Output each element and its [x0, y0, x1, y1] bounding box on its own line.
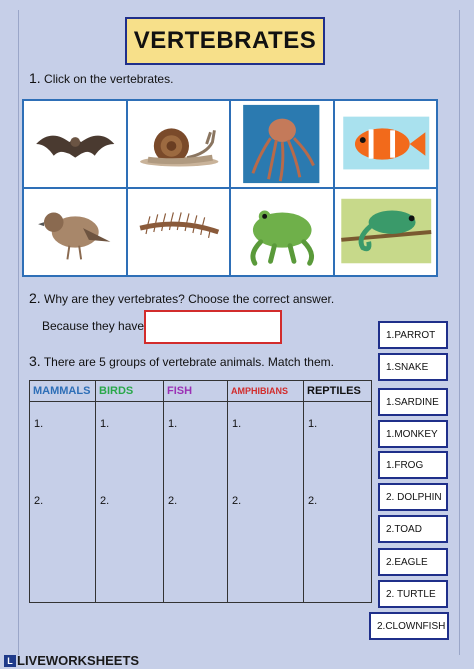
drag-chip-toad[interactable]: 2.TOAD [378, 515, 448, 543]
column-header-mammals: MAMMALS [30, 381, 95, 402]
animal-card-centipede[interactable] [127, 188, 231, 276]
question-3 [29, 353, 334, 369]
sparrow-image [24, 189, 126, 275]
drop-slot-amphibians-1[interactable]: 1. [232, 418, 242, 430]
column-header-fish: FISH [164, 381, 227, 402]
question-1 [29, 70, 173, 86]
animal-card-bat[interactable] [23, 100, 127, 188]
question-2-number: 2. [29, 290, 41, 306]
drag-chip-turtle[interactable]: 2. TURTLE [378, 580, 448, 608]
drag-chip-monkey[interactable]: 1.MONKEY [378, 420, 448, 448]
question-3-number: 3. [29, 353, 41, 369]
animal-card-clownfish[interactable] [334, 100, 438, 188]
octopus-image [231, 101, 333, 187]
animal-image-grid [22, 99, 438, 277]
question-1-number: 1. [29, 70, 41, 86]
question-2 [29, 290, 334, 306]
chameleon-image [335, 189, 437, 275]
drop-slot-mammals-1[interactable]: 1. [34, 418, 44, 430]
match-table [29, 380, 372, 603]
animal-card-chameleon[interactable] [334, 188, 438, 276]
frog-image [231, 189, 333, 275]
drop-slot-fish-2[interactable]: 2. [168, 495, 178, 507]
centipede-image [128, 189, 230, 275]
column-mammals [30, 381, 96, 602]
drag-chip-eagle[interactable]: 2.EAGLE [378, 548, 448, 576]
drop-slot-fish-1[interactable]: 1. [168, 418, 178, 430]
drag-chip-parrot[interactable]: 1.PARROT [378, 321, 448, 349]
column-header-amphibians: AMPHIBIANS [228, 381, 303, 402]
column-header-birds: BIRDS [96, 381, 163, 402]
liveworksheets-icon: L [4, 655, 16, 667]
column-fish [164, 381, 228, 602]
drop-slot-reptiles-1[interactable]: 1. [308, 418, 318, 430]
drop-slot-reptiles-2[interactable]: 2. [308, 495, 318, 507]
drop-slot-birds-2[interactable]: 2. [100, 495, 110, 507]
liveworksheets-logo [4, 653, 139, 668]
animal-card-octopus[interactable] [230, 100, 334, 188]
liveworksheets-brand: LIVEWORKSHEETS [17, 653, 140, 668]
page-title: VERTEBRATES [133, 27, 317, 54]
drop-slot-birds-1[interactable]: 1. [100, 418, 110, 430]
animal-card-snail[interactable] [127, 100, 231, 188]
drag-chip-clownfish[interactable]: 2.CLOWNFISH [369, 612, 449, 640]
column-header-reptiles: REPTILES [304, 381, 371, 402]
bat-image [24, 101, 126, 187]
column-birds [96, 381, 164, 602]
drop-slot-amphibians-2[interactable]: 2. [232, 495, 242, 507]
question-2-text: Why are they vertebrates? Choose the correct answer. [44, 292, 335, 306]
footer [0, 652, 474, 669]
question-1-text: Click on the vertebrates. [44, 72, 174, 86]
drag-chip-snake[interactable]: 1.SNAKE [378, 353, 448, 381]
question-3-text: There are 5 groups of vertebrate animals. Match them. [43, 355, 334, 369]
column-amphibians [228, 381, 304, 602]
because-label: Because they have [42, 319, 145, 333]
title-banner [125, 17, 325, 65]
answer-dropdown[interactable] [144, 310, 282, 344]
snail-image [128, 101, 230, 187]
drag-chip-dolphin[interactable]: 2. DOLPHIN [378, 483, 448, 511]
column-reptiles [304, 381, 371, 602]
drag-chip-frog[interactable]: 1.FROG [378, 451, 448, 479]
animal-card-sparrow[interactable] [23, 188, 127, 276]
animal-card-frog[interactable] [230, 188, 334, 276]
drag-chip-sardine[interactable]: 1.SARDINE [378, 388, 448, 416]
clownfish-image [335, 101, 437, 187]
drop-slot-mammals-2[interactable]: 2. [34, 495, 44, 507]
